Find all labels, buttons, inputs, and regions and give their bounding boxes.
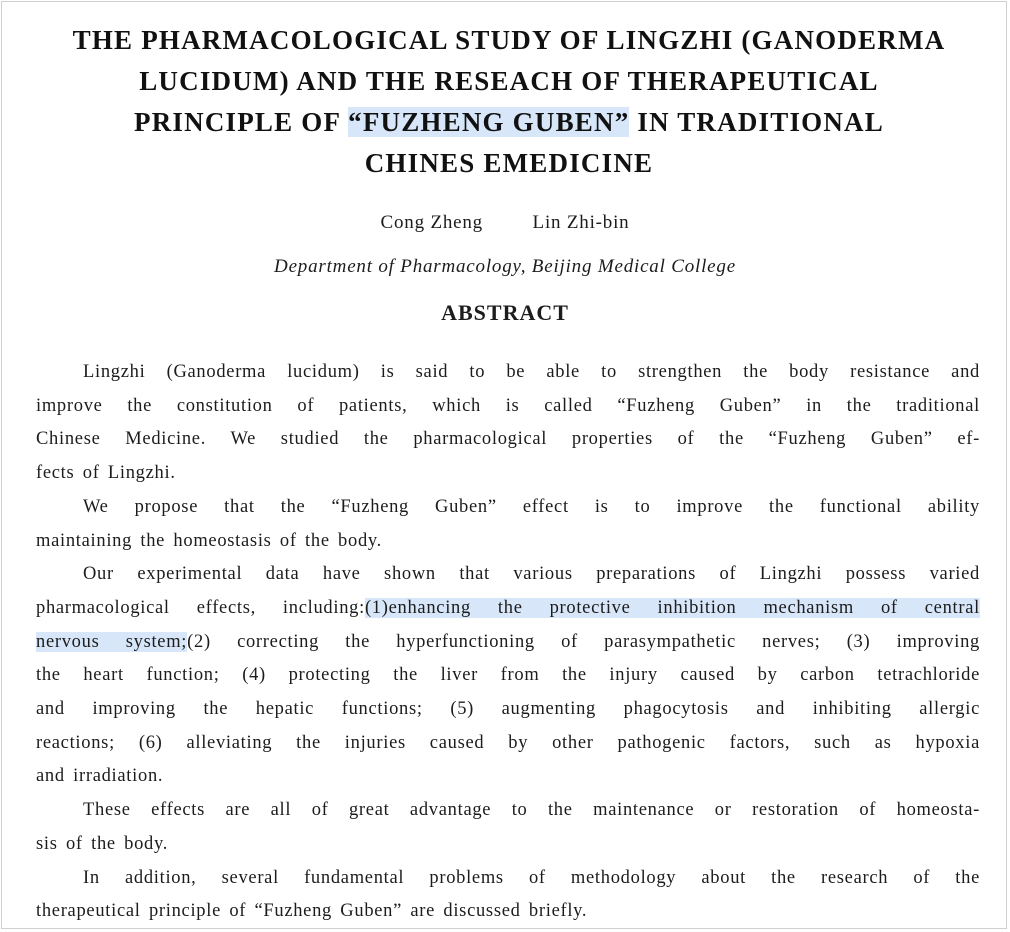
- abstract-paragraph-2: [36, 491, 980, 558]
- text-line: maintaining the homeostasis of the body.: [36, 530, 382, 551]
- text-line: reactions; (6) alleviating the injuries caused by other pathogenic factors, such as hypoxia: [36, 732, 980, 753]
- abstract-body: [36, 356, 980, 929]
- title-line-4: CHINES EMEDICINE: [364, 148, 654, 178]
- author-1: Cong Zheng: [380, 212, 483, 233]
- text-line: [36, 626, 980, 660]
- text-line: sis of the body.: [36, 833, 169, 854]
- text-line: improve the constitution of patients, which is called “Fuzheng Guben” in the traditional: [36, 395, 980, 416]
- authors: [0, 212, 1010, 234]
- title-line-3: [20, 102, 998, 143]
- title-line-2: LUCIDUM) AND THE RESEACH OF THERAPEUTICAL: [139, 66, 879, 96]
- title-highlight[interactable]: “FUZHENG GUBEN”: [348, 107, 630, 137]
- text-line: and irradiation.: [36, 766, 164, 787]
- text-line: therapeutical principle of “Fuzheng Guben” are discussed briefly.: [36, 901, 588, 922]
- text-line: the heart function; (4) protecting the liver from the injury caused by carbon tetrachloride: [36, 665, 980, 686]
- text-line: These effects are all of great advantage to the maintenance or restoration of homeosta-: [83, 800, 980, 821]
- text-segment: pharmacological effects, including:: [36, 597, 365, 618]
- abstract-paragraph-5: [36, 862, 980, 929]
- text-line: [36, 592, 980, 626]
- text-line: In addition, several fundamental problems of methodology about the research of the: [83, 867, 980, 888]
- text-line: Our experimental data have shown that various preparations of Lingzhi possess varied: [83, 564, 980, 585]
- text-line: fects of Lingzhi.: [36, 463, 176, 484]
- text-line: Chinese Medicine. We studied the pharmacological properties of the “Fuzheng Guben” ef-: [36, 429, 980, 450]
- abstract-paragraph-1: [36, 356, 980, 491]
- text-line: Lingzhi (Ganoderma lucidum) is said to be able to strengthen the body resistance and: [83, 362, 980, 382]
- text-segment: (2) correcting the hyperfunctioning of parasympathetic nerves; (3) improving: [187, 631, 980, 652]
- title-line-1: THE PHARMACOLOGICAL STUDY OF LINGZHI (GANODERMA: [72, 25, 946, 55]
- title-line-3-pre: PRINCIPLE OF: [134, 107, 349, 137]
- text-line: We propose that the “Fuzheng Guben” effect is to improve the functional ability: [83, 496, 980, 517]
- title-line-3-post: IN TRADITIONAL: [629, 107, 884, 137]
- abstract-paragraph-4: [36, 794, 980, 861]
- paper-title: [20, 20, 998, 184]
- abstract-paragraph-3: [36, 558, 980, 794]
- text-line: and improving the hepatic functions; (5) augmenting phagocytosis and inhibiting allergic: [36, 699, 980, 720]
- author-2: Lin Zhi-bin: [532, 212, 630, 233]
- abstract-heading: ABSTRACT: [441, 300, 569, 325]
- highlighted-text[interactable]: (1)enhancing the protective inhibition mechanism of central: [364, 597, 980, 618]
- highlighted-text[interactable]: nervous system;: [36, 631, 188, 652]
- affiliation: Department of Pharmacology, Beijing Medical College: [274, 256, 736, 277]
